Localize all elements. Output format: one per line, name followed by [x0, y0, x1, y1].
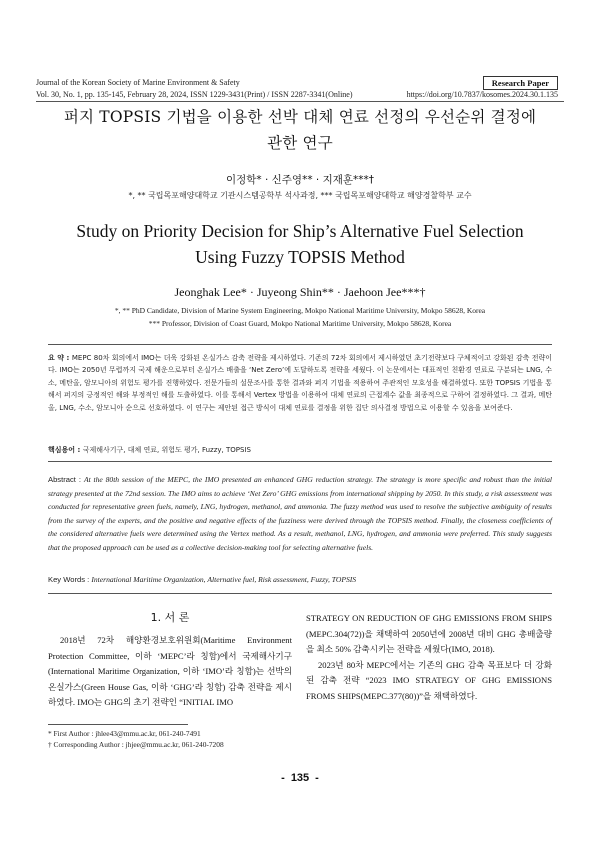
journal-name: Journal of the Korean Society of Marine Environment & Safety — [36, 78, 240, 87]
affiliation-english-line1: *, ** PhD Candidate, Division of Marine System Engineering, Mokpo National Maritime University, Mokpo 58628, Korea — [114, 306, 486, 315]
abstract-english — [48, 473, 552, 555]
title-korean — [36, 104, 564, 156]
abstract-english-text: At the 80th session of the MEPC, the IMO presented an enhanced GHG reduction strategy. The strategy is more specific and robust than the initial strategy presented at the 72nd session. The IMO aims to achieve ‘Net Zero’ GHG emissions from international shipping by 2050. In this study, a risk assessment was conducted for representative green fuels, namely, LNG, hydrogen, methanol, and ammonia. The fuzzy method was used to resolve the subjective ambiguity of results from the survey of the experts, and the positive and negative effects of the fuzziness were derived through the TOPSIS method. Finally, the closeness coefficients of the considered alternative fuels were determined using the Vertex method. As a result, methanol, LNG, hydrogen, and ammonia were preferred. This study suggests that the proposed approach can be used as a collective decision-making tool for selecting alternative fuels. — [48, 475, 552, 552]
header-rule — [36, 101, 564, 102]
footnote-rule — [48, 724, 188, 725]
affiliation-korean: *, ** 국립목포해양대학교 기관시스템공학부 석사과정, *** 국립목포해양대학교 해양경찰학부 교수 — [128, 191, 472, 200]
abstract-english-label: Abstract : — [48, 475, 84, 484]
body-paragraph: 2018년 72차 해양환경보호위원회(Maritime Environment Protection Committee, 이하 ‘MEPC’라 칭함)에서 국제해사기구(International Maritime Organization, 이하 ‘IMO’라 칭함)는 선박의 온실가스(Green House Gas, 이하 ‘GHG’라 칭함) 감축 전략을 제시하였다. IMO는 GHG의 초기 전략인 “INITIAL IMO — [48, 635, 292, 708]
keywords-korean — [48, 445, 552, 455]
page-number: - 135 - — [281, 772, 319, 784]
page-number-value: 135 — [290, 772, 310, 784]
keywords-english-text: International Maritime Organization, Alternative fuel, Risk assessment, Fuzzy, TOPSIS — [91, 575, 357, 584]
affiliation-english-line2: *** Professor, Division of Coast Guard, Mokpo National Maritime University, Mokpo 58628, Korea — [148, 319, 452, 328]
section-heading-introduction: 1. 서 론 — [150, 611, 190, 624]
body-paragraph: STRATEGY ON REDUCTION OF GHG EMISSIONS FROM SHIPS (MEPC.304(72))을 채택하여 2050년에 2008년 대비 GHG 총배출량을 최소 50% 감축시키는 전략을 세웠다(IMO, 2018). — [306, 613, 552, 655]
abstract-rule-mid — [48, 461, 552, 462]
authors-korean: 이정학* · 신주영** · 지재훈***† — [225, 174, 375, 186]
footnote-corresponding-author: † Corresponding Author : jhjee@mmu.ac.kr, 061-240-7208 — [48, 740, 224, 749]
keywords-korean-label: 핵심용어 : — [48, 446, 83, 454]
volume-info: Vol. 30, No. 1, pp. 135-145, February 28, 2024, ISSN 1229-3431(Print) / ISSN 2287-3341(Online) — [36, 90, 353, 99]
body-column-left — [48, 633, 292, 711]
body-paragraph: 2023년 80차 MEPC에서는 기존의 GHG 감축 목표보다 더 강화된 감축 전략 “2023 IMO STRATEGY OF GHG EMISSIONS FROMS SHIPS(MEPC.377(80))”을 채택하였다. — [306, 659, 552, 701]
abstract-rule-bottom — [48, 593, 552, 594]
abstract-korean — [48, 352, 552, 414]
title-english — [36, 218, 564, 270]
title-english-line2: Using Fuzzy TOPSIS Method — [195, 247, 405, 267]
title-korean-line2: 관한 연구 — [267, 134, 333, 152]
abstract-korean-text: MEPC 80차 회의에서 IMO는 더욱 강화된 온실가스 감축 전략을 제시하였다. 기존의 72차 회의에서 제시하였던 초기전략보다 구체적이고 강화된 감축 전략이다. IMO는 2050년 무렵까지 국제 해운으로부터 온실가스 배출을 ‘Net Zero’에 도달하도록 전략을 세웠다. 이 논문에서는 대표적인 친환경 연료로 구분되는 LNG, 수소, 메탄올, 암모니아의 위험도 평가를 진행하였다. 전문가들의 설문조사를 통한 결과와 퍼지 기법을 적용하여 주관적인 모호성을 해결하였다. 또한 TOPSIS 기법을 통해서 퍼지의 긍정적인 해와 부정적인 해를 도출하였다. 이를 통해서 Vertex 방법을 이용하여 대체 연료의 근접계수 값을 최종적으로 구하여 결정하였다. 그 결과, 메탄올, LNG, 수소, 암모니아 순으로 선호하였다. 이 연구는 제안된 접근 방식이 대체 연료를 결정을 위한 집단 의사결정 방법으로 이용할 수 있음을 보여준다. — [48, 354, 552, 412]
doi-link[interactable]: https://doi.org/10.7837/kosomes.2024.30.1.135 — [406, 90, 558, 99]
abstract-korean-label: 요 약 : — [48, 354, 72, 362]
title-korean-line1: 퍼지 TOPSIS 기법을 이용한 선박 대체 연료 선정의 우선순위 결정에 — [63, 108, 537, 126]
title-english-line1: Study on Priority Decision for Ship’s Alternative Fuel Selection — [76, 221, 524, 241]
body-column-right — [306, 611, 552, 705]
article-type-badge: Research Paper — [483, 76, 558, 90]
abstract-rule-top — [48, 344, 552, 345]
keywords-english-label: Key Words : — [48, 575, 92, 584]
keywords-korean-text: 국제해사기구, 대체 연료, 위험도 평가, Fuzzy, TOPSIS — [82, 446, 251, 454]
affiliation-english — [36, 304, 564, 330]
footnote-first-author: * First Author : jhlee43@mmu.ac.kr, 061-240-7491 — [48, 729, 201, 738]
keywords-english — [48, 575, 552, 584]
footnotes — [48, 728, 224, 750]
authors-english: Jeonghak Lee* · Juyeong Shin** · Jaehoon Jee***† — [174, 285, 426, 299]
